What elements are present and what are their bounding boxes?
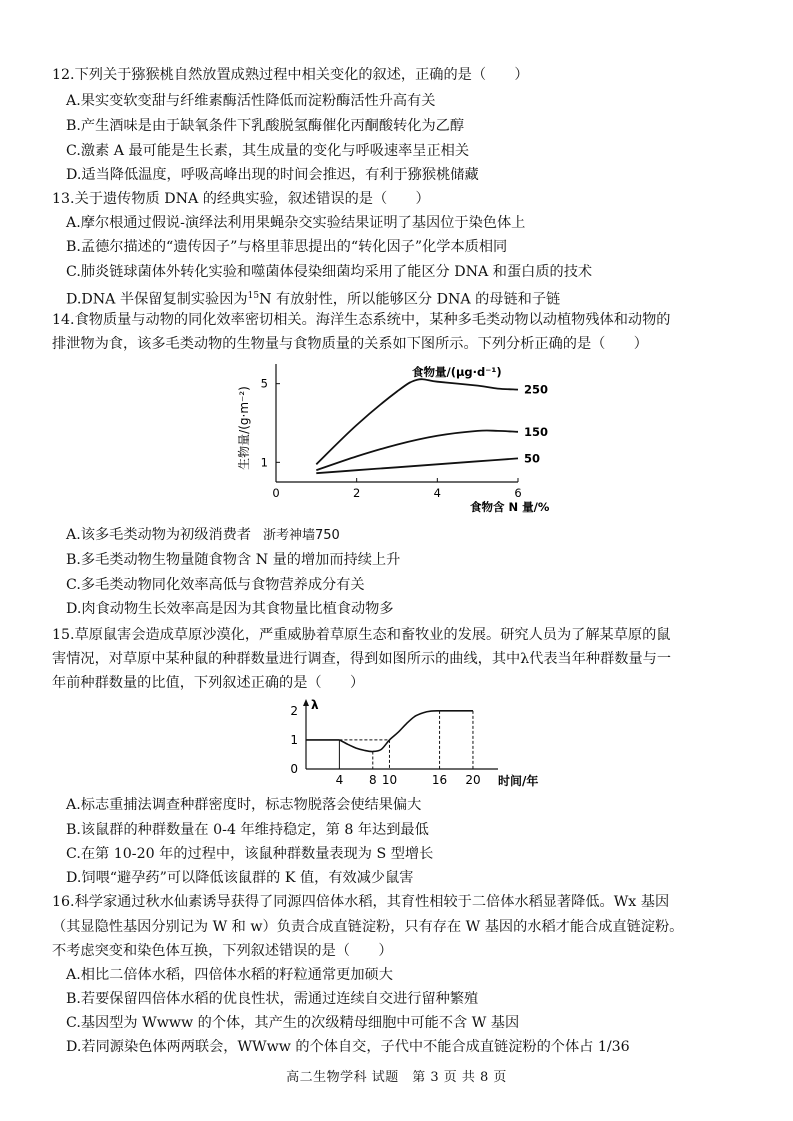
- watermark-note: 浙考神墙750: [263, 528, 340, 543]
- q16-stem-line2: （其显隐性基因分别记为 W 和 w）负责合成直链淀粉，只有存在 W 基因的水稻才能合成直链淀粉。: [52, 919, 684, 935]
- q13-option-b: B.孟德尔描述的“遗传因子”与格里菲思提出的“转化因子”化学本质相同: [66, 239, 508, 255]
- biomass-chart: [230, 358, 570, 518]
- q12-option-c: C.激素 A 最可能是生长素，其生成量的变化与呼吸速率呈正相关: [66, 143, 470, 159]
- q15-option-d: D.饲喂“避孕药”可以降低该鼠群的 K 值，有效减少鼠害: [66, 870, 414, 886]
- q15-stem-line1: 15.草原鼠害会造成草原沙漠化，严重威胁着草原生态和畜牧业的发展。研究人员为了解某草原的鼠: [52, 627, 671, 643]
- lambda-x-tick-label: 20: [465, 773, 481, 787]
- lambda-x-tick-label: 16: [431, 773, 448, 787]
- q15-option-c: C.在第 10-20 年的过程中，该鼠种群数量表现为 S 型增长: [66, 846, 434, 862]
- q14-option-a-text: A.该多毛类动物为初级消费者: [66, 527, 252, 543]
- q16-stem-line3: 不考虑突变和染色体互换，下列叙述错误的是（ ）: [52, 943, 393, 959]
- biomass-series-150-label: 150: [524, 424, 549, 439]
- q13-option-c: C.肺炎链球菌体外转化实验和噬菌体侵染细菌均采用了能区分 DNA 和蛋白质的技术: [66, 264, 593, 280]
- q16-option-c: C.基因型为 Wwww 的个体，其产生的次级精母细胞中可能不含 W 基因: [66, 1015, 520, 1031]
- lambda-y-tick-label: 0: [290, 762, 298, 776]
- q15-stem-line2: 害情况，对草原中某种鼠的种群数量进行调查，得到如图所示的曲线，其中λ代表当年种群数量与一: [52, 651, 672, 667]
- q13-option-d-pre: D.DNA 半保留复制实验因为: [66, 291, 248, 308]
- q12-option-a: A.果实变软变甜与纤维素酶活性降低而淀粉酶活性升高有关: [66, 93, 436, 109]
- q16-option-b: B.若要保留四倍体水稻的优良性状，需通过连续自交进行留种繁殖: [66, 991, 479, 1007]
- lambda-x-tick-label: 10: [381, 773, 398, 787]
- q14-stem-line1: 14.食物质量与动物的同化效率密切相关。海洋生态系统中，某种多毛类动物以动植物残体和动物的: [52, 312, 671, 328]
- biomass-series-250-line: [316, 379, 518, 464]
- biomass-y-tick-label: 1: [260, 455, 268, 470]
- q15-stem-line3: 年前种群数量的比值，下列叙述正确的是（ ）: [52, 675, 365, 691]
- q15-option-a: A.标志重捕法调查种群密度时，标志物脱落会使结果偏大: [66, 797, 422, 813]
- biomass-x-tick-label: 0: [272, 486, 280, 500]
- q14-option-b: B.多毛类动物生物量随食物含 N 量的增加而持续上升: [66, 552, 401, 568]
- q13-option-d-post: N 有放射性，所以能够区分 DNA 的母链和子链: [259, 291, 561, 308]
- q12-option-d: D.适当降低温度，呼吸高峰出现的时间会推迟，有利于猕猴桃储藏: [66, 167, 479, 183]
- q16-option-d: D.若同源染色体两两联会，WWww 的个体自交，子代中不能合成直链淀粉的个体占 1/36: [66, 1039, 630, 1055]
- q13-stem: 13.关于遗传物质 DNA 的经典实验，叙述错误的是（ ）: [52, 191, 430, 207]
- q13-option-d: [66, 287, 560, 309]
- q16-option-a: A.相比二倍体水稻，四倍体水稻的籽粒通常更加硕大: [66, 967, 393, 983]
- lambda-x-tick-label: 8: [368, 773, 377, 787]
- biomass-series-50-label: 50: [524, 451, 541, 466]
- lambda-y-tick-label: 2: [290, 703, 298, 718]
- q14-option-d: D.肉食动物生长效率高是因为其食物量比植食动物多: [66, 601, 394, 617]
- lambda-y-arrow: [303, 699, 309, 706]
- lambda-x-tick-label: 4: [335, 773, 344, 787]
- lambda-chart: [284, 697, 554, 793]
- q12-stem: 12.下列关于猕猴桃自然放置成熟过程中相关变化的叙述，正确的是（ ）: [52, 67, 529, 83]
- q14-stem-line2: 排泄物为食，该多毛类动物的生物量与食物质量的关系如下图所示。下列分析正确的是（ ）: [52, 336, 648, 352]
- biomass-legend-title: 食物量/(μg·d⁻¹): [412, 365, 502, 379]
- q14-option-c: C.多毛类动物同化效率高低与食物营养成分有关: [66, 577, 365, 593]
- lambda-y-tick-label: 1: [290, 732, 298, 747]
- biomass-y-label: 生物量/(g·m⁻²): [237, 386, 251, 470]
- q14-option-a: [66, 526, 340, 545]
- biomass-series-150-line: [316, 430, 518, 470]
- biomass-x-label: 食物含 N 量/%: [470, 500, 550, 514]
- biomass-series-250-label: 250: [524, 382, 549, 397]
- biomass-x-tick-label: 2: [353, 486, 361, 500]
- q16-stem-line1: 16.科学家通过秋水仙素诱导获得了同源四倍体水稻，其育性相较于二倍体水稻显著降低。Wx 基因: [52, 894, 670, 910]
- lambda-y-label: λ: [311, 698, 319, 712]
- isotope-superscript: 15: [247, 291, 260, 301]
- biomass-x-tick-label: 6: [514, 486, 522, 500]
- q15-option-b: B.该鼠群的种群数量在 0-4 年维持稳定，第 8 年达到最低: [66, 822, 429, 838]
- biomass-x-tick-label: 4: [433, 486, 441, 500]
- lambda-x-label: 时间/年: [498, 774, 539, 788]
- page-footer: 高二生物学科 试题 第 3 页 共 8 页: [286, 1070, 507, 1085]
- q13-option-a: A.摩尔根通过假说-演绎法利用果蝇杂交实验结果证明了基因位于染色体上: [66, 215, 526, 231]
- biomass-y-tick-label: 5: [260, 376, 268, 391]
- q12-option-b: B.产生酒味是由于缺氧条件下乳酸脱氢酶催化丙酮酸转化为乙醇: [66, 118, 465, 134]
